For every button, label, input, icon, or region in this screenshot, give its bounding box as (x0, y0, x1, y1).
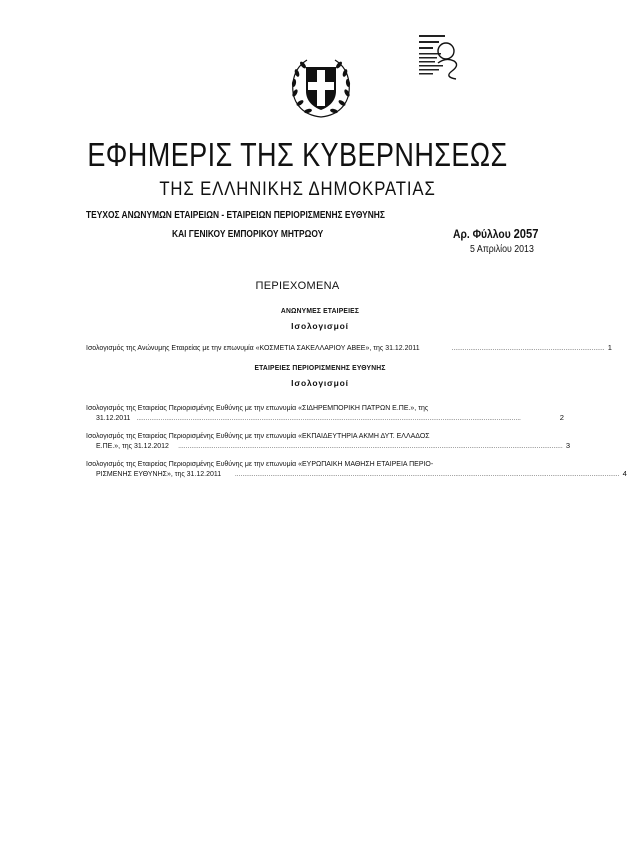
contents-entry[interactable] (86, 343, 612, 354)
entry-page-number: 1 (607, 343, 612, 352)
entry-text-continued: Ε.ΠΕ.», της 31.12.2012 (96, 441, 169, 450)
entry-text-continued: ΡΙΣΜΕΝΗΣ ΕΥΘΥΝΗΣ», της 31.12.2011 (96, 469, 222, 478)
section-title: ΑΝΩΝΥΜΕΣ ΕΤΑΙΡΕΙΕΣ (280, 306, 360, 315)
entry-text: Ισολογισμός της Εταιρείας Περιορισμένης Ευθύνης με την επωνυμία «ΣΙΔΗΡΕΜΠΟΡΙΚΗ ΠΑΤΡΩΝ Ε.ΠΕ.», της (86, 403, 429, 412)
dot-leader: .............................................................................................................................................................................................................. (136, 416, 522, 422)
digital-signature-stamp (416, 33, 466, 91)
entry-page-number: 4 (622, 469, 627, 478)
sheet-number (453, 226, 538, 241)
entry-text: Ισολογισμός της Ανώνυμης Εταιρείας με την επωνυμία «ΚΟΣΜΕΤΙΑ ΣΑΚΕΛΛΑΡΙΟΥ ΑΒΕΕ», της 31.12.2011 (86, 343, 420, 352)
contents-heading: ΠΕΡΙΕΧΟΜΕΝΑ (255, 280, 340, 292)
contents-entry[interactable] (86, 431, 571, 452)
dot-leader: .............................................................................................................................................................................................................. (178, 444, 563, 450)
greek-coat-of-arms-icon (287, 53, 355, 121)
sheet-number-value: 2057 (513, 226, 539, 241)
section-subtitle: Ισολογισμοί (291, 321, 349, 331)
entry-text: Ισολογισμός της Εταιρείας Περιορισμένης Ευθύνης με την επωνυμία «ΕΥΡΩΠΑΙΚΗ ΜΑΘΗΣΗ ΕΤΑΙΡΕΙΑ ΠΕΡΙΟ- (86, 459, 434, 468)
entry-text-continued: 31.12.2011 (96, 413, 131, 422)
entry-text: Ισολογισμός της Εταιρείας Περιορισμένης Ευθύνης με την επωνυμία «ΕΚΠΑΙΔΕΥΤΗΡΙΑ ΑΚΜΗ ΔΥΤ. ΕΛΛΑΔΟΣ (86, 431, 430, 440)
contents-entry[interactable] (86, 459, 627, 480)
section-title: ΕΤΑΙΡΕΙΕΣ ΠΕΡΙΟΡΙΣΜΕΝΗΣ ΕΥΘΥΝΗΣ (254, 363, 386, 372)
gazette-subtitle: ΤΗΣ ΕΛΛΗΝΙΚΗΣ ΔΗΜΟΚΡΑΤΙΑΣ (159, 179, 436, 200)
dot-leader: .................................................................................. (451, 346, 605, 352)
dot-leader: .............................................................................................................................................................................................................. (235, 472, 620, 478)
issue-date: 5 Απριλίου 2013 (470, 244, 534, 255)
issue-series-line-1: ΤΕΥΧΟΣ ΑΝΩΝΥΜΩΝ ΕΤΑΙΡΕΙΩΝ - ΕΤΑΙΡΕΙΩΝ ΠΕΡΙΟΡΙΣΜΕΝΗΣ ΕΥΘΥΝΗΣ (86, 210, 385, 221)
issue-series-line-2: ΚΑΙ ΓΕΝΙΚΟΥ ΕΜΠΟΡΙΚΟΥ ΜΗΤΡΩΟΥ (172, 229, 324, 240)
section-subtitle: Ισολογισμοί (291, 378, 349, 388)
gazette-title: ΕΦΗΜΕΡΙΣ ΤΗΣ ΚΥΒΕΡΝΗΣΕΩΣ (87, 136, 508, 173)
entry-page-number: 2 (559, 413, 564, 422)
sheet-number-label: Αρ. Φύλλου (453, 227, 511, 241)
contents-entry[interactable] (86, 403, 564, 424)
entry-page-number: 3 (565, 441, 571, 450)
